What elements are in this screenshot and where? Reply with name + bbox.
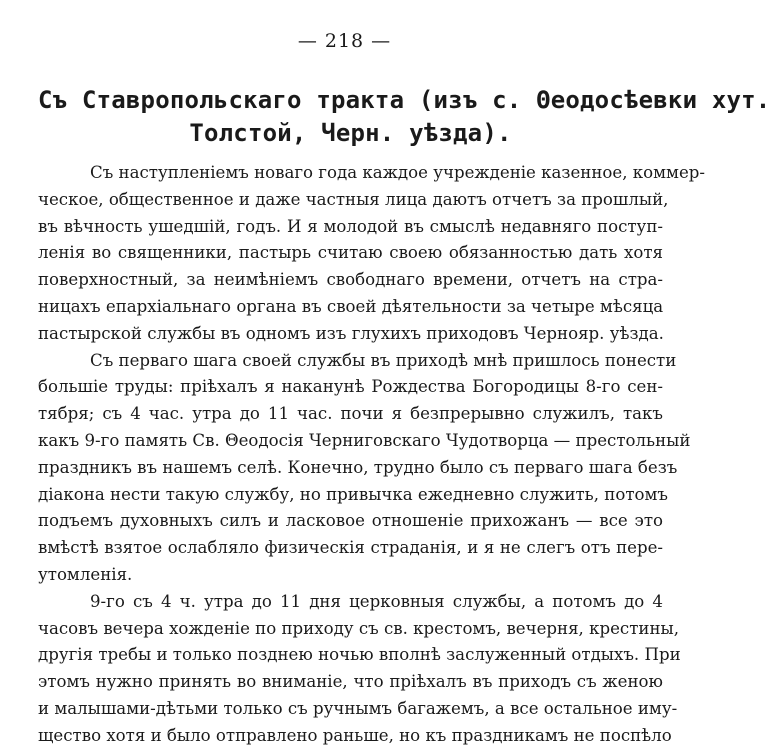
heading-line-2: Толстой, Черн. уѣзда). bbox=[189, 119, 512, 147]
article-heading bbox=[38, 84, 770, 150]
text-line: большіе труды: пріѣхалъ я наканунѣ Рождества Богородицы 8-го сен- bbox=[38, 377, 663, 397]
text-line: этомъ нужно принять во вниманіе, что пріѣхалъ въ приходъ съ женою bbox=[38, 672, 663, 692]
text-line: тября; съ 4 час. утра до 11 час. почи я безпрерывно служилъ, такъ bbox=[38, 404, 663, 424]
text-line: Съ наступленіемъ новаго года каждое учрежденіе казенное, коммер- bbox=[90, 163, 705, 182]
text-line: ческое, общественное и даже частныя лица даютъ отчетъ за прошлый, bbox=[38, 189, 669, 209]
text-line: утомленія. bbox=[38, 564, 133, 584]
page-number: — 218 — bbox=[297, 30, 392, 52]
text-line: ленія во священники, пастырь считаю своею обязанностью дать хотя bbox=[38, 243, 663, 263]
text-line: другія требы и только позднею ночью вполнѣ заслуженный отдыхъ. При bbox=[38, 645, 681, 665]
text-line: пастырской службы въ одномъ изъ глухихъ приходовъ Чернояр. уѣзда. bbox=[38, 323, 664, 343]
text-line: въ вѣчность ушедшій, годъ. И я молодой въ смыслѣ недавняго поступ- bbox=[38, 216, 663, 236]
heading-line-1: Съ Ставропольскаго тракта (изъ с. Θеодосѣевки хут. bbox=[38, 86, 770, 114]
text-line: подъемъ духовныхъ силъ и ласковое отношеніе прихожанъ — все это bbox=[38, 511, 663, 531]
text-line: праздникъ въ нашемъ селѣ. Конечно, трудно было съ перваго шага безъ bbox=[38, 457, 678, 477]
text-line: Съ перваго шага своей службы въ приходѣ мнѣ пришлось понести bbox=[90, 350, 677, 370]
text-line: часовъ вечера хожденіе по приходу съ св. крестомъ, вечерня, крестины, bbox=[38, 618, 679, 638]
text-line: вмѣстѣ взятое ослабляло физическія страданія, и я не слегъ отъ пере- bbox=[38, 538, 663, 558]
text-line: діакона нести такую службу, но привычка ежедневно служить, потомъ bbox=[38, 484, 668, 504]
text-line: поверхностный, за неимѣніемъ свободнаго времени, отчетъ на стра- bbox=[38, 270, 663, 290]
text-line: какъ 9-го память Св. Θеодосія Черниговскаго Чудотворца — престольный bbox=[38, 430, 691, 450]
text-line: 9-го съ 4 ч. утра до 11 дня церковныя службы, а потомъ до 4 bbox=[90, 591, 663, 611]
text-line: и малышами-дѣтьми только съ ручнымъ багажемъ, а все остальное иму- bbox=[38, 698, 678, 718]
article-body bbox=[38, 160, 705, 745]
text-line: щество хотя и было отправлено раньше, но къ праздникамъ не поспѣло bbox=[38, 725, 672, 745]
text-line: ницахъ епархіальнаго органа въ своей дѣятельности за четыре мѣсяца bbox=[38, 296, 664, 316]
